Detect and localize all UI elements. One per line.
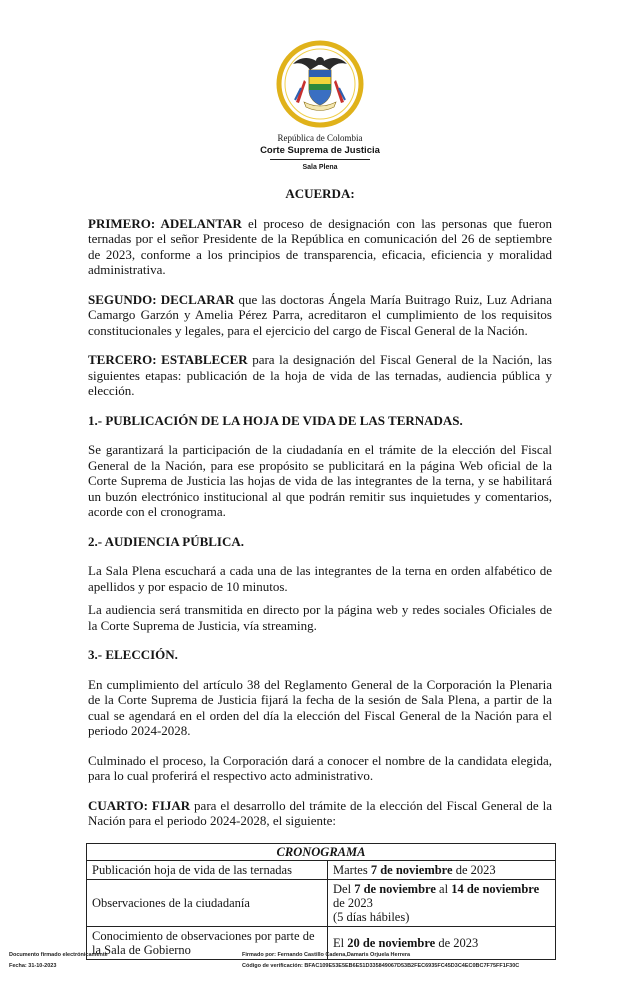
cuarto-text: para el desarrollo del trámite de la elección del Fiscal General de la Nación para el periodo 2024-2028, el siguiente: [88, 797, 552, 828]
stage-label: Publicación hoja de vida de las ternadas [87, 860, 328, 879]
tercero-lead: TERCERO: ESTABLECER [88, 352, 248, 367]
coat-of-arms-seal-icon [276, 40, 364, 128]
cuarto-paragraph [88, 798, 552, 829]
date-bold: 20 de noviembre [347, 935, 436, 950]
section-3-paragraph-1: En cumplimiento del artículo 38 del Reglamento General de la Corporación la Plenaria de la Corte Suprema de Justicia fijará la fecha de la sesión de Sala Plena, a partir de la cual se agendará en el orden del día la elección del Fiscal General de la Nación para el periodo 2024-2028. [88, 676, 552, 738]
letterhead [0, 40, 640, 171]
cronograma-caption: CRONOGRAMA [87, 843, 556, 860]
footer-signed-note: Documento firmado electrónicamente [9, 952, 108, 958]
tercero-paragraph [88, 352, 552, 399]
section-3-title: 3.- ELECCIÓN. [88, 647, 178, 662]
table-row [87, 879, 556, 926]
date-prefix: Del [333, 881, 355, 896]
section-2-paragraph-1: La Sala Plena escuchará a cada una de las integrantes de la terna en orden alfabético de apellidos y por espacio de 10 minutos. [88, 563, 552, 594]
cronograma-caption-row [87, 843, 556, 860]
date-prefix: Martes [333, 862, 371, 877]
date-bold: 7 de noviembre [354, 881, 436, 896]
stage-date [328, 879, 556, 926]
stage-label: Observaciones de la ciudadanía [87, 879, 328, 926]
cuarto-lead: CUARTO: FIJAR [88, 797, 191, 813]
date-suffix: de 2023 [452, 862, 496, 877]
sala-label: Sala Plena [302, 163, 338, 171]
footer-verification-code: Código de verificación: BFAC109E53E5EB6E51D335849067D53B2FEC6935FC45D3C4EC0BC7F75FF1F30C [242, 963, 520, 969]
section-1-paragraph: Se garantizará la participación de la ciudadanía en el trámite de la elección del Fiscal General de la Nación, para ese propósito se publicitará en la página Web oficial de la Corte Suprema de Justicia las hojas de vida de las integrantes de la terna, y se habilitará un buzón electrónico institucional al que podrán remitir sus inquietudes y comentarios, acorde con el cronograma. [88, 442, 552, 519]
date-note: (5 días hábiles) [333, 909, 410, 924]
segundo-lead: SEGUNDO: DECLARAR [88, 291, 235, 307]
acuerda-heading: ACUERDA: [285, 186, 355, 201]
segundo-paragraph [88, 292, 552, 339]
footer-signers: Firmado por: Fernando Castillo Cadena,Damaris Orjuela Herrera [242, 952, 411, 958]
section-2-title: 2.- AUDIENCIA PÚBLICA. [88, 533, 245, 549]
section-2-paragraph-2: La audiencia será transmitida en directo por la página web y redes sociales Oficiales de la Corte Suprema de Justicia, vía streaming. [88, 602, 552, 633]
corte-label: Corte Suprema de Justicia [260, 145, 380, 156]
header-divider [270, 159, 370, 160]
primero-lead: PRIMERO: ADELANTAR [88, 215, 242, 231]
footer-date: Fecha: 31-10-2023 [9, 963, 57, 969]
primero-text: el proceso de designación con las personas que fueron ternadas por el señor Presidente de la República en comunicación del 26 de septiembre de 2023, conforme a los principios de transparencia, eficacia, eficiencia y moralidad administrativa. [88, 215, 552, 277]
document-body [88, 186, 552, 960]
date-bold: 14 de noviembre [451, 881, 540, 896]
stage-date [328, 860, 556, 879]
stage-label: Conocimiento de observaciones por parte de la Sala de Gobierno [87, 926, 328, 959]
date-bold: 7 de noviembre [370, 862, 453, 877]
table-row [87, 860, 556, 879]
date-middle: al [435, 881, 452, 896]
tercero-text: para la designación del Fiscal General de la Nación, las siguientes etapas: publicación de la hoja de vida de las ternadas, audiencia pública y elección. [88, 352, 552, 398]
date-suffix: de 2023 [333, 895, 373, 910]
cronograma-table [86, 843, 556, 960]
segundo-text: que las doctoras Ángela María Buitrago Ruiz, Luz Adriana Camargo Garzón y Amelia Pérez Parra, acreditaron el cumplimiento de los requisitos constitucionales y legales, para el ejercicio del cargo de Fiscal General de la Nación. [88, 291, 552, 338]
section-3-paragraph-2: Culminado el proceso, la Corporación dará a conocer el nombre de la candidata elegida, para lo cual proferirá el respectivo acto administrativo. [88, 752, 552, 783]
republica-label: República de Colombia [277, 133, 363, 143]
primero-paragraph [88, 216, 552, 278]
date-prefix: El [333, 935, 348, 950]
date-suffix: de 2023 [435, 935, 479, 950]
section-1-title: 1.- PUBLICACIÓN DE LA HOJA DE VIDA DE LAS TERNADAS. [88, 412, 463, 428]
